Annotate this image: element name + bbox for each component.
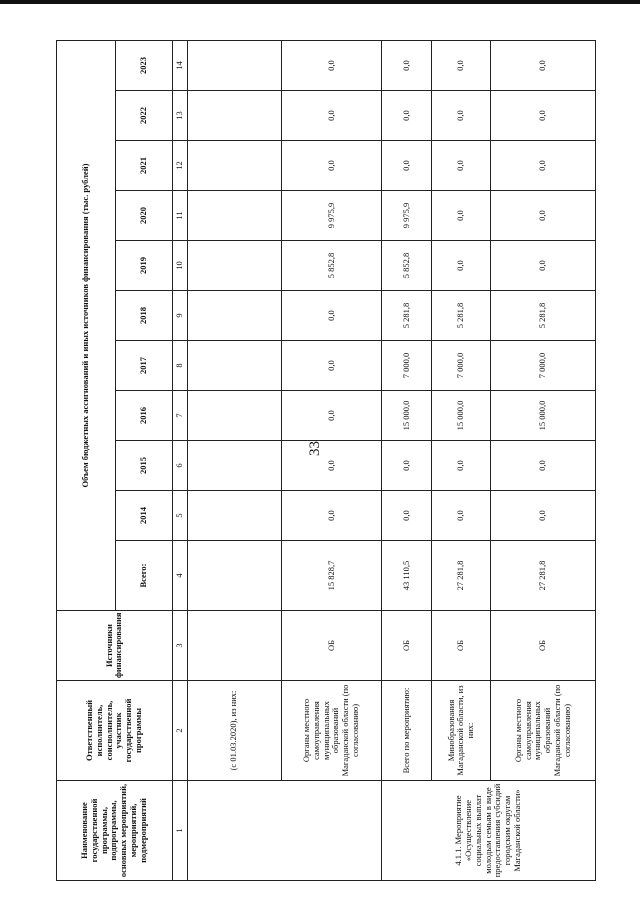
value-cell: 15 000,0 xyxy=(491,391,596,441)
header-year: 2019 xyxy=(115,241,172,291)
value-cell xyxy=(187,541,281,611)
value-cell xyxy=(187,141,281,191)
col-number: 9 xyxy=(172,291,187,341)
value-cell xyxy=(187,491,281,541)
header-year: 2018 xyxy=(115,291,172,341)
value-cell: 5 852,8 xyxy=(382,241,432,291)
table-row xyxy=(281,40,381,880)
table-row xyxy=(187,40,281,880)
value-cell xyxy=(187,191,281,241)
row-source-cell xyxy=(187,611,281,681)
col-number: 10 xyxy=(172,241,187,291)
col-number: 8 xyxy=(172,341,187,391)
value-cell: 0,0 xyxy=(281,491,381,541)
row-responsible-cell: Органы местного самоуправления муниципальных образований Магаданской области (по согласованию) xyxy=(491,681,596,781)
row-responsible-cell: (с 01.03.2020), из них: xyxy=(187,681,281,781)
value-cell: 0,0 xyxy=(432,141,491,191)
row-source-cell: ОБ xyxy=(491,611,596,681)
col-number: 13 xyxy=(172,91,187,141)
header-year: 2023 xyxy=(115,40,172,90)
header-row-1 xyxy=(57,40,116,880)
row-responsible-cell: Минобразования Магаданской области, из них: xyxy=(432,681,491,781)
col-number: 14 xyxy=(172,40,187,90)
header-name: Наименование государственной программы, подпрограммы, основных мероприятий, мероприятий, подмероприятий xyxy=(57,781,173,881)
value-cell: 0,0 xyxy=(491,241,596,291)
row-name-cell xyxy=(187,781,381,881)
rotated-table-wrapper xyxy=(56,41,596,881)
col-number: 2 xyxy=(172,681,187,781)
page-number: 33 xyxy=(307,441,323,456)
column-number-row xyxy=(172,40,187,880)
value-cell: 0,0 xyxy=(491,141,596,191)
header-year: 2014 xyxy=(115,491,172,541)
row-source-cell: ОБ xyxy=(432,611,491,681)
value-cell: 5 281,8 xyxy=(491,291,596,341)
value-cell: 0,0 xyxy=(382,441,432,491)
header-total: Всего: xyxy=(115,541,172,611)
value-cell: 0,0 xyxy=(281,441,381,491)
table-row xyxy=(491,40,596,880)
col-number: 12 xyxy=(172,141,187,191)
col-number: 5 xyxy=(172,491,187,541)
financing-table xyxy=(56,40,596,881)
header-year: 2021 xyxy=(115,141,172,191)
value-cell: 7 000,0 xyxy=(382,341,432,391)
value-cell: 0,0 xyxy=(382,40,432,90)
value-cell: 0,0 xyxy=(281,91,381,141)
value-cell: 0,0 xyxy=(382,91,432,141)
value-cell xyxy=(187,91,281,141)
value-cell: 0,0 xyxy=(432,191,491,241)
value-cell: 0,0 xyxy=(491,40,596,90)
row-responsible-cell: Органы местного самоуправления муниципальных образований Магаданской области (по согласованию) xyxy=(281,681,381,781)
header-source: Источники финансирования xyxy=(57,611,173,681)
header-responsible: Ответственный исполнитель, соисполнитель, участник государственной программы xyxy=(57,681,173,781)
value-cell: 0,0 xyxy=(432,241,491,291)
value-cell: 0,0 xyxy=(432,491,491,541)
value-cell: 27 281,8 xyxy=(432,541,491,611)
col-number: 1 xyxy=(172,781,187,881)
header-financing-group: Объем бюджетных ассигнований и иных источников финансирования (тыс. рублей) xyxy=(57,40,116,610)
value-cell: 5 281,8 xyxy=(432,291,491,341)
header-year: 2020 xyxy=(115,191,172,241)
value-cell: 43 110,5 xyxy=(382,541,432,611)
row-name-cell: 4.1.1. Мероприятие «Осуществление социальных выплат молодым семьям в виде предоставления субсидий городским округам Магаданской области» xyxy=(382,781,596,881)
value-cell: 5 281,8 xyxy=(382,291,432,341)
header-year: 2016 xyxy=(115,391,172,441)
value-cell: 7 000,0 xyxy=(432,341,491,391)
value-cell: 0,0 xyxy=(281,40,381,90)
value-cell: 0,0 xyxy=(432,441,491,491)
value-cell: 0,0 xyxy=(432,40,491,90)
value-cell: 0,0 xyxy=(432,91,491,141)
value-cell: 0,0 xyxy=(491,441,596,491)
value-cell: 9 975,9 xyxy=(382,191,432,241)
value-cell: 0,0 xyxy=(281,341,381,391)
value-cell: 0,0 xyxy=(491,491,596,541)
top-border-line xyxy=(0,0,640,4)
value-cell xyxy=(187,40,281,90)
value-cell: 9 975,9 xyxy=(281,191,381,241)
header-year: 2022 xyxy=(115,91,172,141)
col-number: 11 xyxy=(172,191,187,241)
col-number: 6 xyxy=(172,441,187,491)
value-cell: 0,0 xyxy=(281,291,381,341)
value-cell xyxy=(187,291,281,341)
col-number: 3 xyxy=(172,611,187,681)
value-cell xyxy=(187,391,281,441)
col-number: 4 xyxy=(172,541,187,611)
value-cell: 0,0 xyxy=(281,141,381,191)
value-cell: 27 281,8 xyxy=(491,541,596,611)
header-year: 2017 xyxy=(115,341,172,391)
value-cell xyxy=(187,441,281,491)
value-cell xyxy=(187,241,281,291)
value-cell: 0,0 xyxy=(382,491,432,541)
value-cell: 15 000,0 xyxy=(432,391,491,441)
value-cell: 7 000,0 xyxy=(491,341,596,391)
col-number: 7 xyxy=(172,391,187,441)
table-row xyxy=(432,40,491,880)
header-year: 2015 xyxy=(115,441,172,491)
table-row xyxy=(382,40,432,880)
row-source-cell: ОБ xyxy=(281,611,381,681)
row-responsible-cell: Всего по мероприятию: xyxy=(382,681,432,781)
value-cell: 15 828,7 xyxy=(281,541,381,611)
value-cell: 0,0 xyxy=(491,191,596,241)
row-source-cell: ОБ xyxy=(382,611,432,681)
value-cell: 0,0 xyxy=(281,391,381,441)
value-cell: 0,0 xyxy=(491,91,596,141)
value-cell: 0,0 xyxy=(382,141,432,191)
value-cell: 15 000,0 xyxy=(382,391,432,441)
value-cell xyxy=(187,341,281,391)
value-cell: 5 852,8 xyxy=(281,241,381,291)
